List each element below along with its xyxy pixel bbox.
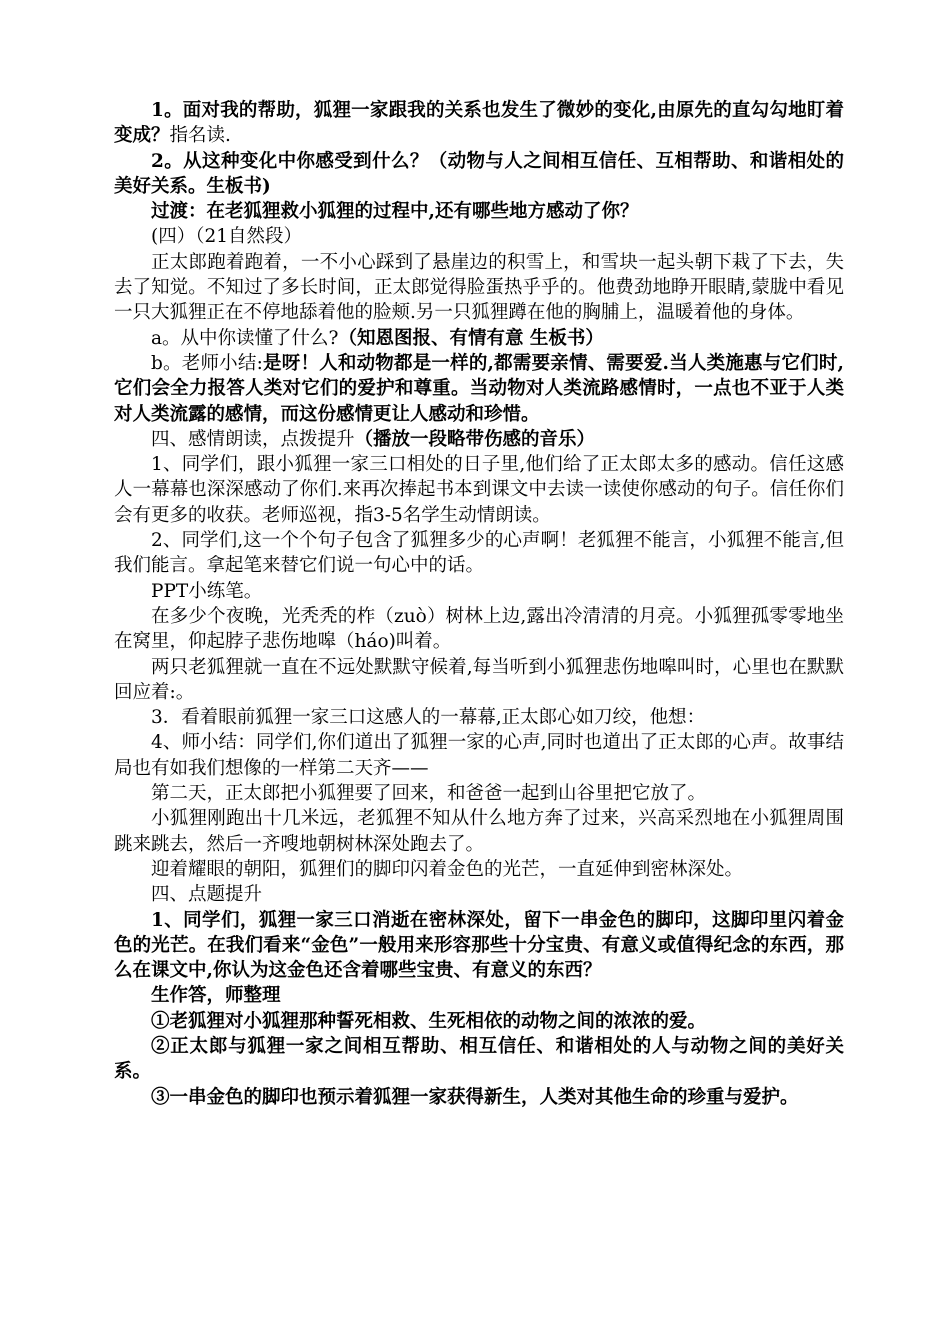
paragraph-9 (114, 452, 844, 528)
paragraph-text: 生作答，师整理 (151, 985, 281, 1007)
paragraph-3 (114, 199, 844, 224)
paragraph-text: 1、同学们，跟小狐狸一家三口相处的日子里,他们给了正太郎太多的感动。信任这感人一幕幕也深深感动了你们.来再次捧起书本到课文中去读一读使你感动的句子。信任你们会有更多的收获。老师巡视，指3-5名学生动情朗读。 (114, 454, 844, 526)
paragraph-text: PPT小练笔。 (151, 580, 263, 602)
paragraph-text: 过渡：在老狐狸救小狐狸的过程中,还有哪些地方感动了你？ (151, 201, 639, 223)
paragraph-text: （播放一段略带伤感的音乐） (354, 428, 596, 450)
paragraph-5 (114, 250, 844, 326)
paragraph-text: 第二天，正太郎把小狐狸要了回来，和爸爸一起到山谷里把它放了。 (151, 783, 707, 805)
paragraph-11 (114, 579, 844, 604)
paragraph-text: 正太郎跑着跑着，一不小心踩到了悬崖边的积雪上，和雪块一起头朝下栽了下去，失去了知觉。不知过了多长时间，正太郎觉得脸蛋热乎乎的。他费劲地睁开眼睛,蒙胧中看见一只大狐狸正在不停地舔着他的脸颊.另一只狐狸蹲在他的胸脯上，温暖着他的身体。 (114, 251, 844, 324)
paragraph-7 (114, 351, 844, 427)
paragraph-text: ③一串金色的脚印也预示着狐狸一家获得新生，人类对其他生命的珍重与爱护。 (151, 1086, 799, 1108)
paragraph-text: 在多少个夜晚，光秃秃的柞（zuò）树林上边,露出冷清清的月亮。小狐狸孤零零地坐在窝里，仰起脖子悲伤地嗥（háo)叫着。 (114, 605, 844, 653)
section-heading (114, 224, 844, 249)
paragraph-13 (114, 655, 844, 706)
paragraph-1 (114, 98, 844, 149)
paragraph-text: 迎着耀眼的朝阳，狐狸们的脚印闪着金色的光芒，一直延伸到密林深处。 (151, 858, 744, 880)
paragraph-text: ①老狐狸对小狐狸那种誓死相救、生死相依的动物之间的浓浓的爱。 (151, 1010, 707, 1032)
section-heading (114, 882, 844, 907)
paragraph-text: 两只老狐狸就一直在不远处默默守候着,每当听到小狐狸悲伤地嗥叫时，心里也在默默回应着:。 (114, 656, 844, 703)
paragraph-6 (114, 326, 844, 351)
paragraph-text: 2、同学们,这一个个句子包含了狐狸多少的心声啊！老狐狸不能言，小狐狸不能言,但我们能言。拿起笔来替它们说一句心中的话。 (114, 530, 844, 577)
paragraph-23 (114, 1034, 844, 1085)
paragraph-18 (114, 857, 844, 882)
paragraph-text: a。从中你读懂了什么? (151, 327, 339, 349)
paragraph-2 (114, 149, 844, 200)
paragraph-text: (四）（21自然段） (151, 226, 303, 248)
paragraph-15 (114, 730, 844, 781)
paragraph-24 (114, 1085, 844, 1110)
paragraph-text: （知恩图报、有情有意 生板书） (338, 327, 604, 349)
paragraph-17 (114, 806, 844, 857)
paragraph-10 (114, 528, 844, 579)
paragraph-text: b。老师小结: (151, 352, 263, 374)
paragraph-text: 小狐狸刚跑出十几米远，老狐狸不知从什么地方奔了过来，兴高采烈地在小狐狸周围跳来跳去，然后一齐嗖地朝树林深处跑去了。 (114, 808, 844, 855)
paragraph-text: 是呀！人和动物都是一样的,都需要亲情、需要爱.当人类施惠与它们时,它们会全力报答人类对它们的爱护和尊重。当动物对人类流路感情时，一点也不亚于人类对人类流露的感情，而这份感情更让人感动和珍惜。 (114, 352, 845, 425)
paragraph-20 (114, 908, 844, 984)
paragraph-text: 四、点题提升 (151, 884, 263, 906)
paragraph-12 (114, 604, 844, 655)
paragraph-text: ②正太郎与狐狸一家之间相互帮助、相互信任、和谐相处的人与动物之间的美好关系。 (114, 1035, 844, 1083)
paragraph-22 (114, 1009, 844, 1034)
paragraph-14 (114, 705, 844, 730)
paragraph-16 (114, 781, 844, 806)
paragraph-text: 4、师小结：同学们,你们道出了狐狸一家的心声,同时也道出了正太郎的心声。故事结局也有如我们想像的一样第二天齐—— (114, 732, 844, 779)
paragraph-text: 2。从这种变化中你感受到什么？（动物与人之间相互信任、互相帮助、和谐相处的美好关系。生板书) (114, 150, 844, 197)
paragraph-text: 指名读. (169, 125, 231, 147)
section-heading (114, 427, 844, 452)
paragraph-text: 3．看着眼前狐狸一家三口这感人的一幕幕,正太郎心如刀绞，他想： (151, 707, 706, 729)
paragraph-21 (114, 983, 844, 1008)
paragraph-text: 四、感情朗读，点拨提升 (151, 428, 355, 450)
paragraph-text: 1、同学们，狐狸一家三口消逝在密林深处，留下一串金色的脚印，这脚印里闪着金色的光芒。在我们看来“金色”一般用来形容那些十分宝贵、有意义或值得纪念的东西，那么在课文中,你认为这金色还含着哪些宝贵、有意义的东西？ (114, 909, 844, 982)
document-page (114, 98, 844, 1110)
paragraph-text: 1。面对我的帮助，狐狸一家跟我的关系也发生了微妙的变化,由原先的直勾勾地盯着变成？ (114, 100, 844, 147)
